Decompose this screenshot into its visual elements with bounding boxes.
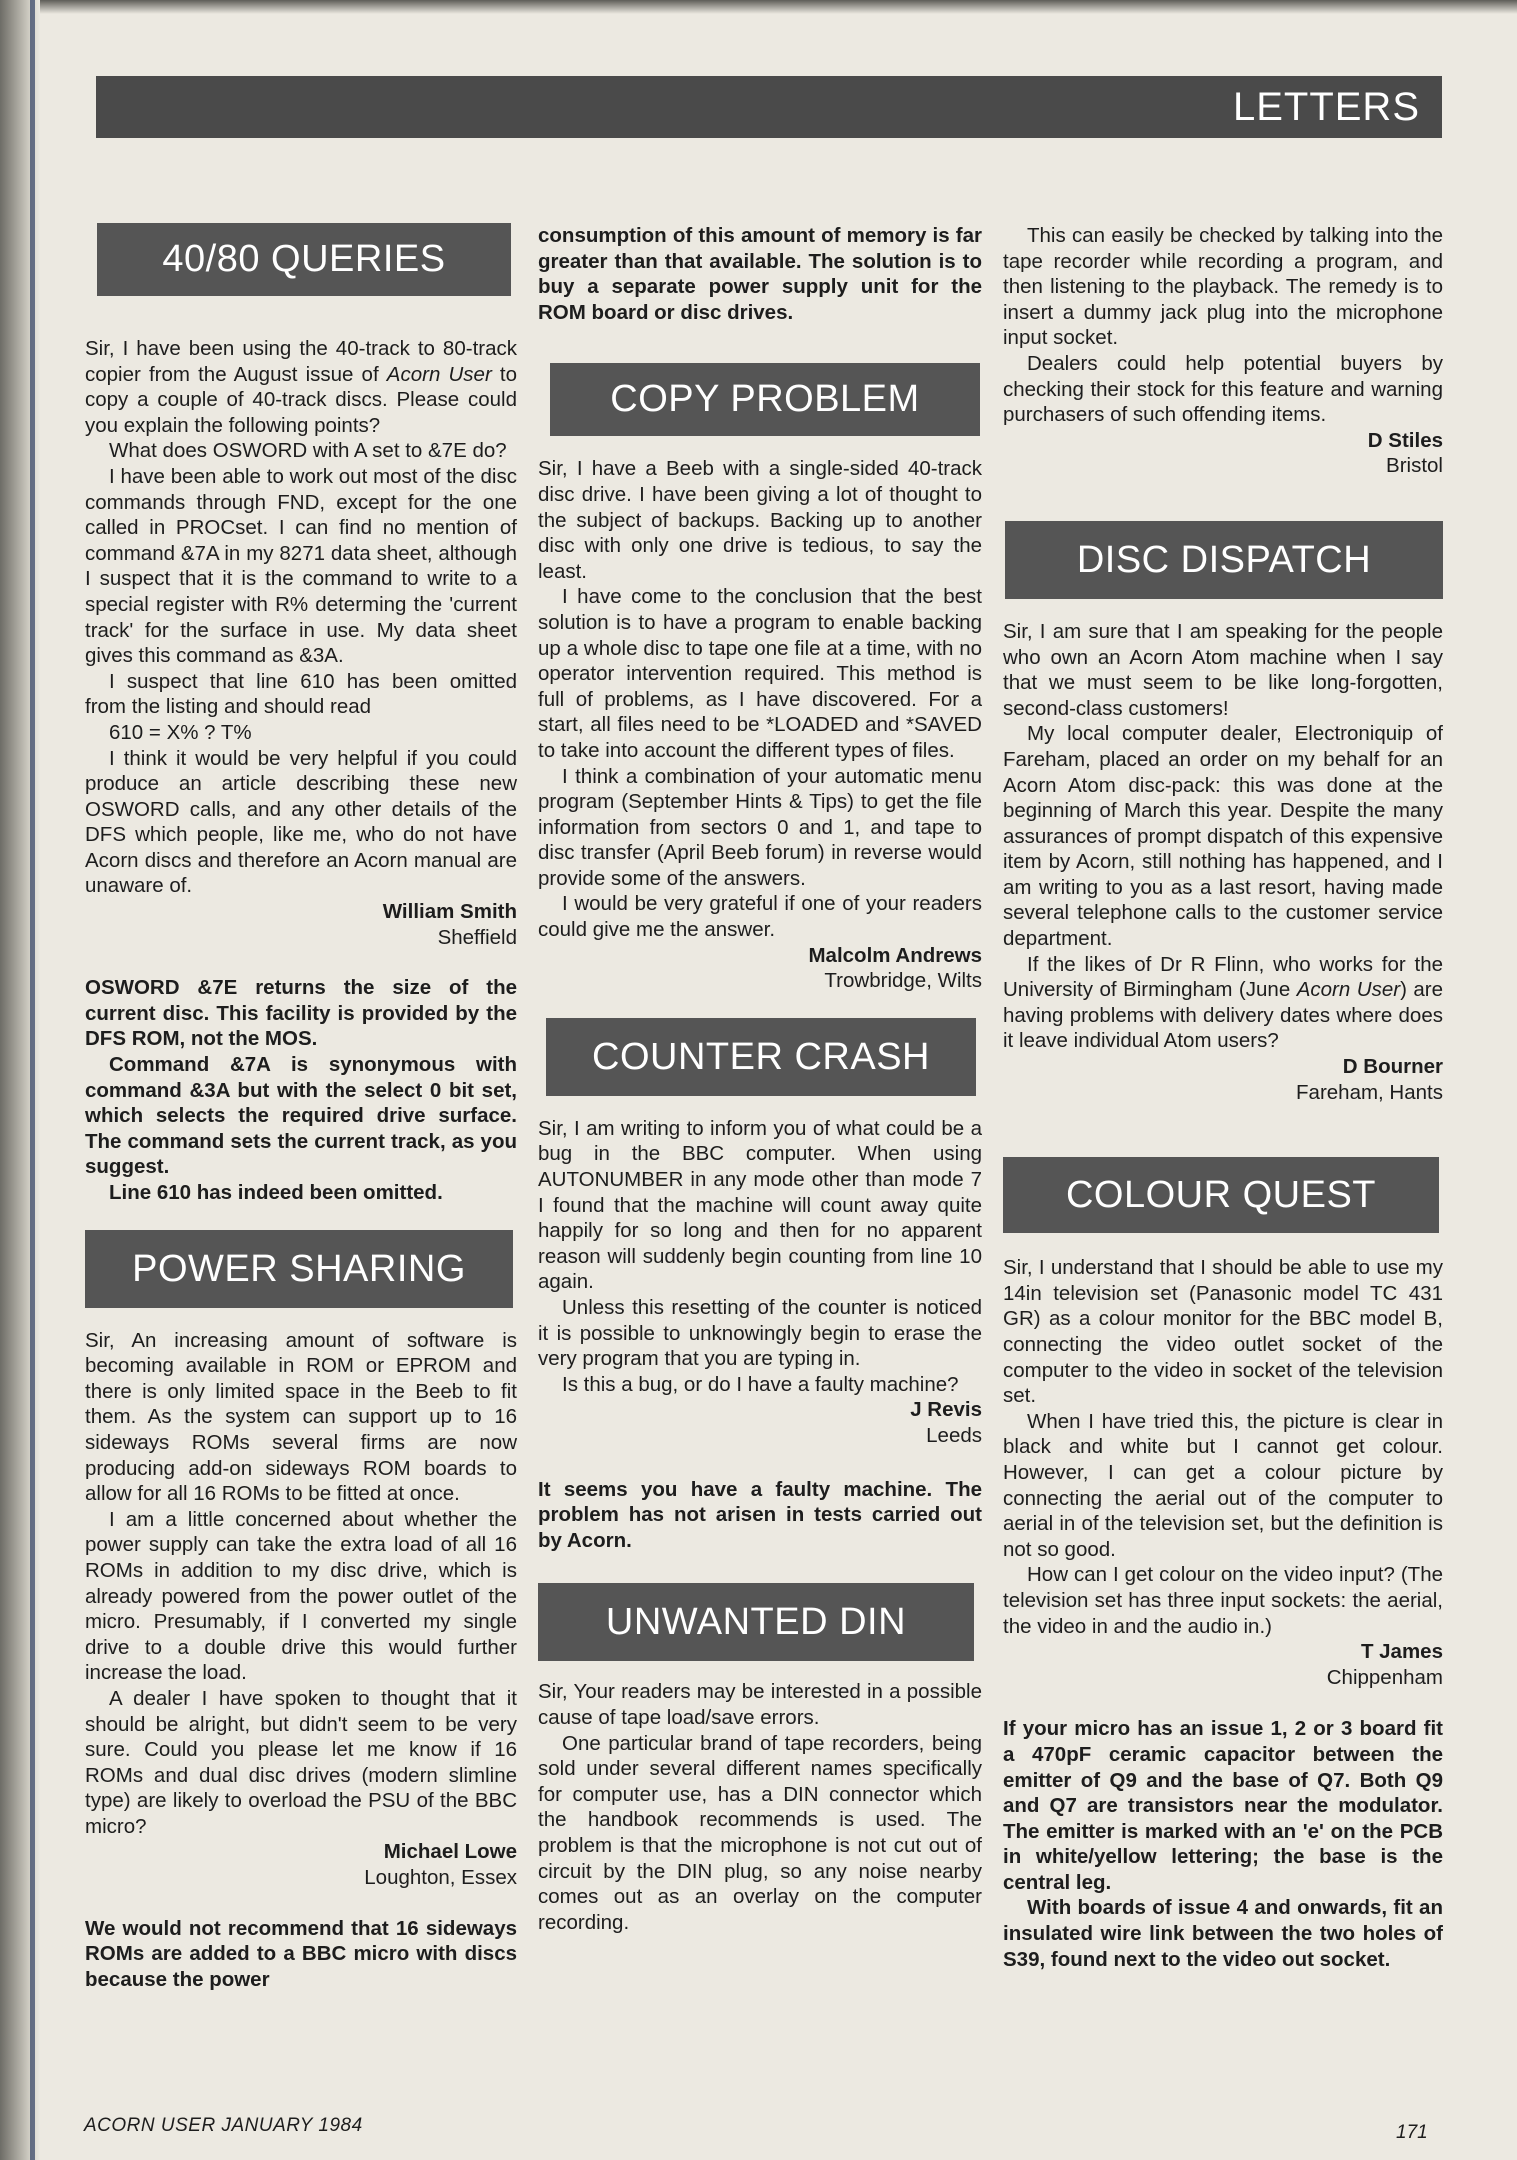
letter-signature	[85, 1839, 517, 1890]
signature-name: T James	[1360, 1640, 1443, 1664]
queries-paragraph: What does OSWORD with A set to &7E do?	[109, 439, 507, 463]
signature-name: Malcolm Andrews	[808, 943, 982, 967]
editor-reply: We would not recommend that 16 sideways ROMs are added to a BBC micro with discs because the power	[85, 1916, 517, 1991]
publication-name: Acorn User	[1296, 978, 1401, 1002]
editor-reply-continued: consumption of this amount of memory is far greater than that available. The solution is to buy a separate power supply unit for the ROM board or disc drives.	[538, 224, 982, 324]
colour-paragraph: Sir, I understand that I should be able to use my 14in television set (Panasonic model TC 431 GR) as a colour monitor for the BBC model B, connecting the video outlet socket of the computer to the video in socket of the television set.	[1003, 1256, 1443, 1408]
signature-name: William Smith	[382, 900, 517, 924]
heading-counter-crash: COUNTER CRASH	[546, 1018, 976, 1096]
editor-reply: If your micro has an issue 1, 2 or 3 board fit a 470pF ceramic capacitor between the emitter of Q9 and the base of Q7. Both Q9 and Q7 are transistors near the modulator. The emitter is marked with an 'e' on the PCB in white/yellow lettering; the base is the central leg.	[1003, 1717, 1443, 1894]
signature-place: Loughton, Essex	[364, 1866, 517, 1890]
binding-edge-line	[30, 0, 35, 2160]
counter-paragraph: Sir, I am writing to inform you of what could be a bug in the BBC computer. When using AUTONUMBER in any mode other than mode 7 I found that the machine will count away quite happily for so long and then for no apparent reason will suddenly begin counting from line 10 again.	[538, 1116, 982, 1294]
signature-place: Bristol	[1386, 454, 1443, 478]
signature-place: Trowbridge, Wilts	[824, 969, 982, 993]
heading-unwanted-din: UNWANTED DIN	[538, 1583, 974, 1661]
din-paragraph: This can easily be checked by talking into the tape recorder while recording a program, and then listening to the playback. The remedy is to insert a dummy jack plug into the microphone input socket.	[1003, 224, 1443, 350]
signature-name: D Bourner	[1342, 1055, 1443, 1079]
letter-signature	[538, 1397, 982, 1448]
editor-reply: With boards of issue 4 and onwards, fit an insulated wire link between the two holes of S39, found next to the video out socket.	[1003, 1896, 1443, 1971]
queries-code-line: 610 = X% ? T%	[109, 720, 252, 744]
letter-signature	[538, 943, 982, 994]
section-banner	[96, 76, 1442, 138]
colour-paragraph: When I have tried this, the picture is clear in black and white but I cannot get colour. However, I can get a colour picture by connecting the aerial out of the computer to aerial in of the television set, but the definition is not so good.	[1003, 1409, 1443, 1561]
heading-power-sharing: POWER SHARING	[85, 1230, 513, 1308]
counter-paragraph: Is this a bug, or do I have a faulty machine?	[562, 1372, 959, 1396]
counter-paragraph: Unless this resetting of the counter is noticed it is possible to unknowingly begin to erase the very program that you are typing in.	[538, 1296, 982, 1371]
copy-paragraph: I would be very grateful if one of your readers could give me the answer.	[538, 892, 982, 942]
letter-signature	[1003, 1054, 1443, 1105]
din-paragraph: One particular brand of tape recorders, being sold under several different names specifically for computer use, has a DIN connector which the handbook recommends is used. The problem is that the microphone is not cut out of circuit by the DIN plug, so any noise nearby comes out as an overlay on the computer recording.	[538, 1731, 982, 1934]
queries-paragraph: I have been able to work out most of the disc commands through FND, except for the one called in PROCset. I can find no mention of command &7A in my 8271 data sheet, although I suspect that it is the command to write to a special register with R% determing the 'current track' for the surface in use. My data sheet gives this command as &3A.	[85, 464, 517, 668]
queries-intro: Sir, I have been using the 40-track to 80-track copier from the August issue of Acorn User to copy a couple of 40-track discs. Please could you explain the following points?	[85, 337, 518, 437]
signature-place: Fareham, Hants	[1296, 1080, 1443, 1104]
heading-40-80-queries: 40/80 QUERIES	[97, 223, 511, 296]
signature-place: Sheffield	[437, 925, 517, 949]
letter-signature	[1003, 428, 1443, 479]
din-paragraph: Sir, Your readers may be interested in a possible cause of tape load/save errors.	[538, 1680, 982, 1729]
copy-paragraph: I have come to the conclusion that the best solution is to have a program to enable backing up a whole disc to tape one file at a time, with no operator intervention required. This method is full of problems, as I have discovered. For a start, all files need to be *LOADED and *SAVED to take into account the different types of files.	[538, 585, 982, 762]
editor-reply: It seems you have a faulty machine. The problem has not arisen in tests carried out by Acorn.	[538, 1477, 982, 1552]
heading-disc-dispatch: DISC DISPATCH	[1005, 521, 1443, 599]
footer-magazine-issue: ACORN USER JANUARY 1984	[84, 2115, 363, 2136]
colour-paragraph: How can I get colour on the video input? (The television set has three input sockets: the aerial, the video in and the audio in.)	[1003, 1563, 1443, 1638]
footer-page-number: 171	[1396, 2122, 1428, 2143]
copy-paragraph: Sir, I have a Beeb with a single-sided 40-track disc drive. I have been giving a lot of thought to the subject of backups. Backing up to another disc with only one drive is tedious, to say the least.	[538, 457, 982, 583]
dispatch-paragraph: My local computer dealer, Electroniquip of Fareham, placed an order on my behalf for an Acorn Atom disc-pack: this was done at the beginning of March this year. Despite the many assurances of prompt dispatch of this expensive item by Acorn, still nothing has happened, and I am writing to you as a last resort, having made several telephone calls to the customer service department.	[1003, 722, 1443, 951]
queries-paragraph: I suspect that line 610 has been omitted from the listing and should read	[85, 669, 517, 719]
letter-signature	[1003, 1639, 1443, 1690]
signature-name: Michael Lowe	[383, 1840, 517, 1864]
editor-reply: OSWORD &7E returns the size of the current disc. This facility is provided by the DFS ROM, not the MOS.	[85, 976, 517, 1051]
letter-signature	[85, 899, 517, 950]
queries-paragraph: I think it would be very helpful if you could produce an article describing these new OSWORD calls, and any other details of the DFS which people, like me, who do not have Acorn discs and therefore an Acorn manual are unaware of.	[85, 746, 517, 898]
page-top-edge	[0, 0, 1517, 14]
signature-place: Chippenham	[1326, 1665, 1443, 1689]
editor-reply: Command &7A is synonymous with command &3A but with the select 0 bit set, which selects the required drive surface. The command sets the current track, as you suggest.	[85, 1053, 517, 1179]
heading-copy-problem: COPY PROBLEM	[550, 363, 980, 436]
section-title: LETTERS	[1232, 85, 1420, 129]
signature-place: Leeds	[926, 1423, 982, 1447]
editor-reply: Line 610 has indeed been omitted.	[109, 1181, 443, 1204]
power-paragraph: Sir, An increasing amount of software is becoming available in ROM or EPROM and there is only limited space in the Beeb to fit them. As the system can support up to 16 sideways ROMs several firms are now producing add-on sideways ROM boards to allow for all 16 ROMs to be fitted at once.	[85, 1328, 517, 1506]
copy-paragraph: I think a combination of your automatic menu program (September Hints & Tips) to get the file information from sectors 0 and 1, and tape to disc transfer (April Beeb forum) in reverse would provide some of the answers.	[538, 764, 982, 890]
column-1	[85, 223, 517, 1992]
column-2	[538, 223, 982, 1935]
dispatch-paragraph: Sir, I am sure that I am speaking for the people who own an Acorn Atom machine when I say that we must seem to be like long-forgotten, second-class customers!	[1003, 619, 1443, 720]
column-3	[1003, 223, 1443, 1972]
power-paragraph: I am a little concerned about whether the power supply can take the extra load of all 16 ROMs in addition to my disc drive, which is already powered from the power outlet of the micro. Presumably, if I converted my single drive to a double drive this would further increase the load.	[85, 1507, 517, 1685]
power-paragraph: A dealer I have spoken to thought that it should be alright, but didn't seem to be very sure. Could you please let me know if 16 ROMs and dual disc drives (modern slimline type) are likely to overload the PSU of the BBC micro?	[85, 1686, 517, 1838]
signature-name: J Revis	[910, 1398, 982, 1422]
din-paragraph: Dealers could help potential buyers by checking their stock for this feature and warning purchasers of such offending items.	[1003, 351, 1443, 427]
publication-name: Acorn User	[386, 362, 492, 386]
heading-colour-quest: COLOUR QUEST	[1003, 1157, 1439, 1233]
signature-name: D Stiles	[1367, 428, 1443, 452]
dispatch-paragraph: If the likes of Dr R Flinn, who works for the University of Birmingham (June Acorn User) are having problems with delivery dates where does it leave individual Atom users?	[1003, 952, 1444, 1053]
